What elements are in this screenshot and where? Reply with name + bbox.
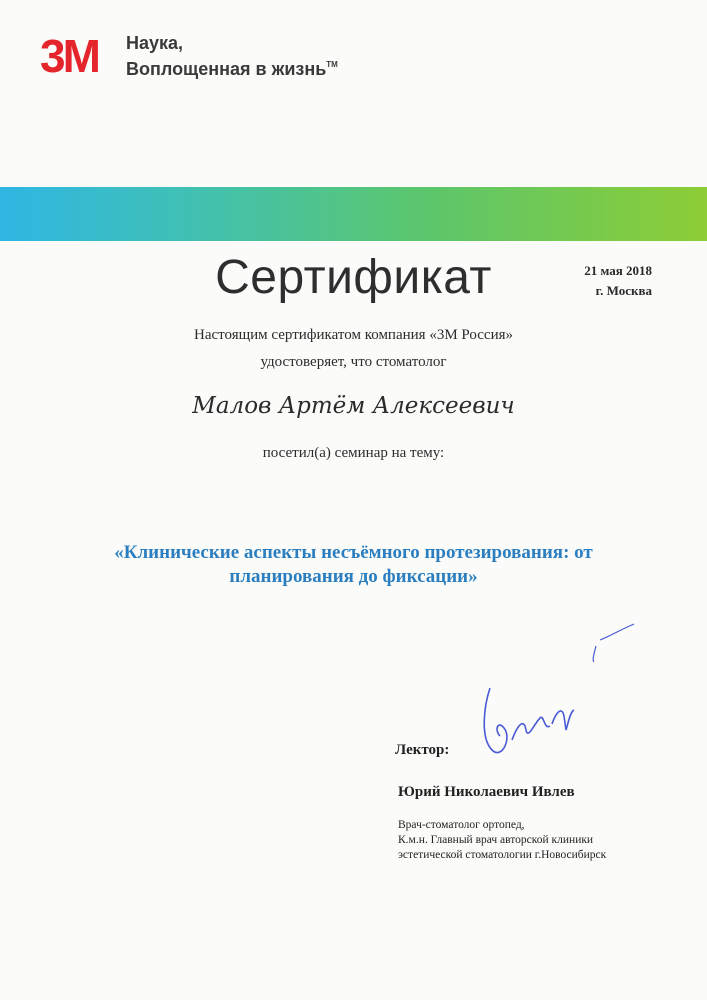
lecturer-name: Юрий Николаевич Ивлев <box>398 784 575 800</box>
lecturer-info-line-3: эстетической стоматологии г.Новосибирск <box>398 849 607 861</box>
lecturer-info-line-2: К.м.н. Главный врач авторской клиники <box>398 834 594 846</box>
intro-line-2: удостоверяет, что стоматолог <box>260 354 447 370</box>
certificate-title: Сертификат <box>215 251 492 304</box>
trademark-mark: TM <box>326 60 338 69</box>
3m-logo <box>40 34 118 76</box>
certificate-date: 21 мая 2018 <box>584 263 652 278</box>
topic-line-2: планирования до фиксации» <box>229 566 478 587</box>
seminar-topic <box>70 541 637 589</box>
lecturer-signature <box>470 620 650 760</box>
tagline-line-2: Воплощенная в жизнь <box>126 59 327 79</box>
certificate-city: г. Москва <box>595 283 652 298</box>
svg-text:3M: 3M <box>40 34 98 76</box>
tagline-line-1: Наука, <box>126 33 184 53</box>
lecturer-info <box>398 818 606 863</box>
attended-text: посетил(а) семинар на тему: <box>262 445 445 461</box>
gradient-band <box>0 187 707 241</box>
brand-tagline <box>126 33 338 80</box>
recipient-name: Малов Артём Алексеевич <box>192 393 515 419</box>
lecturer-label: Лектор: <box>395 742 450 758</box>
topic-line-1: «Клинические аспекты несъёмного протезирования: от <box>114 542 593 563</box>
intro-line-1: Настоящим сертификатом компания «3М Россия» <box>193 327 513 343</box>
lecturer-info-line-1: Врач-стоматолог ортопед, <box>398 819 525 831</box>
